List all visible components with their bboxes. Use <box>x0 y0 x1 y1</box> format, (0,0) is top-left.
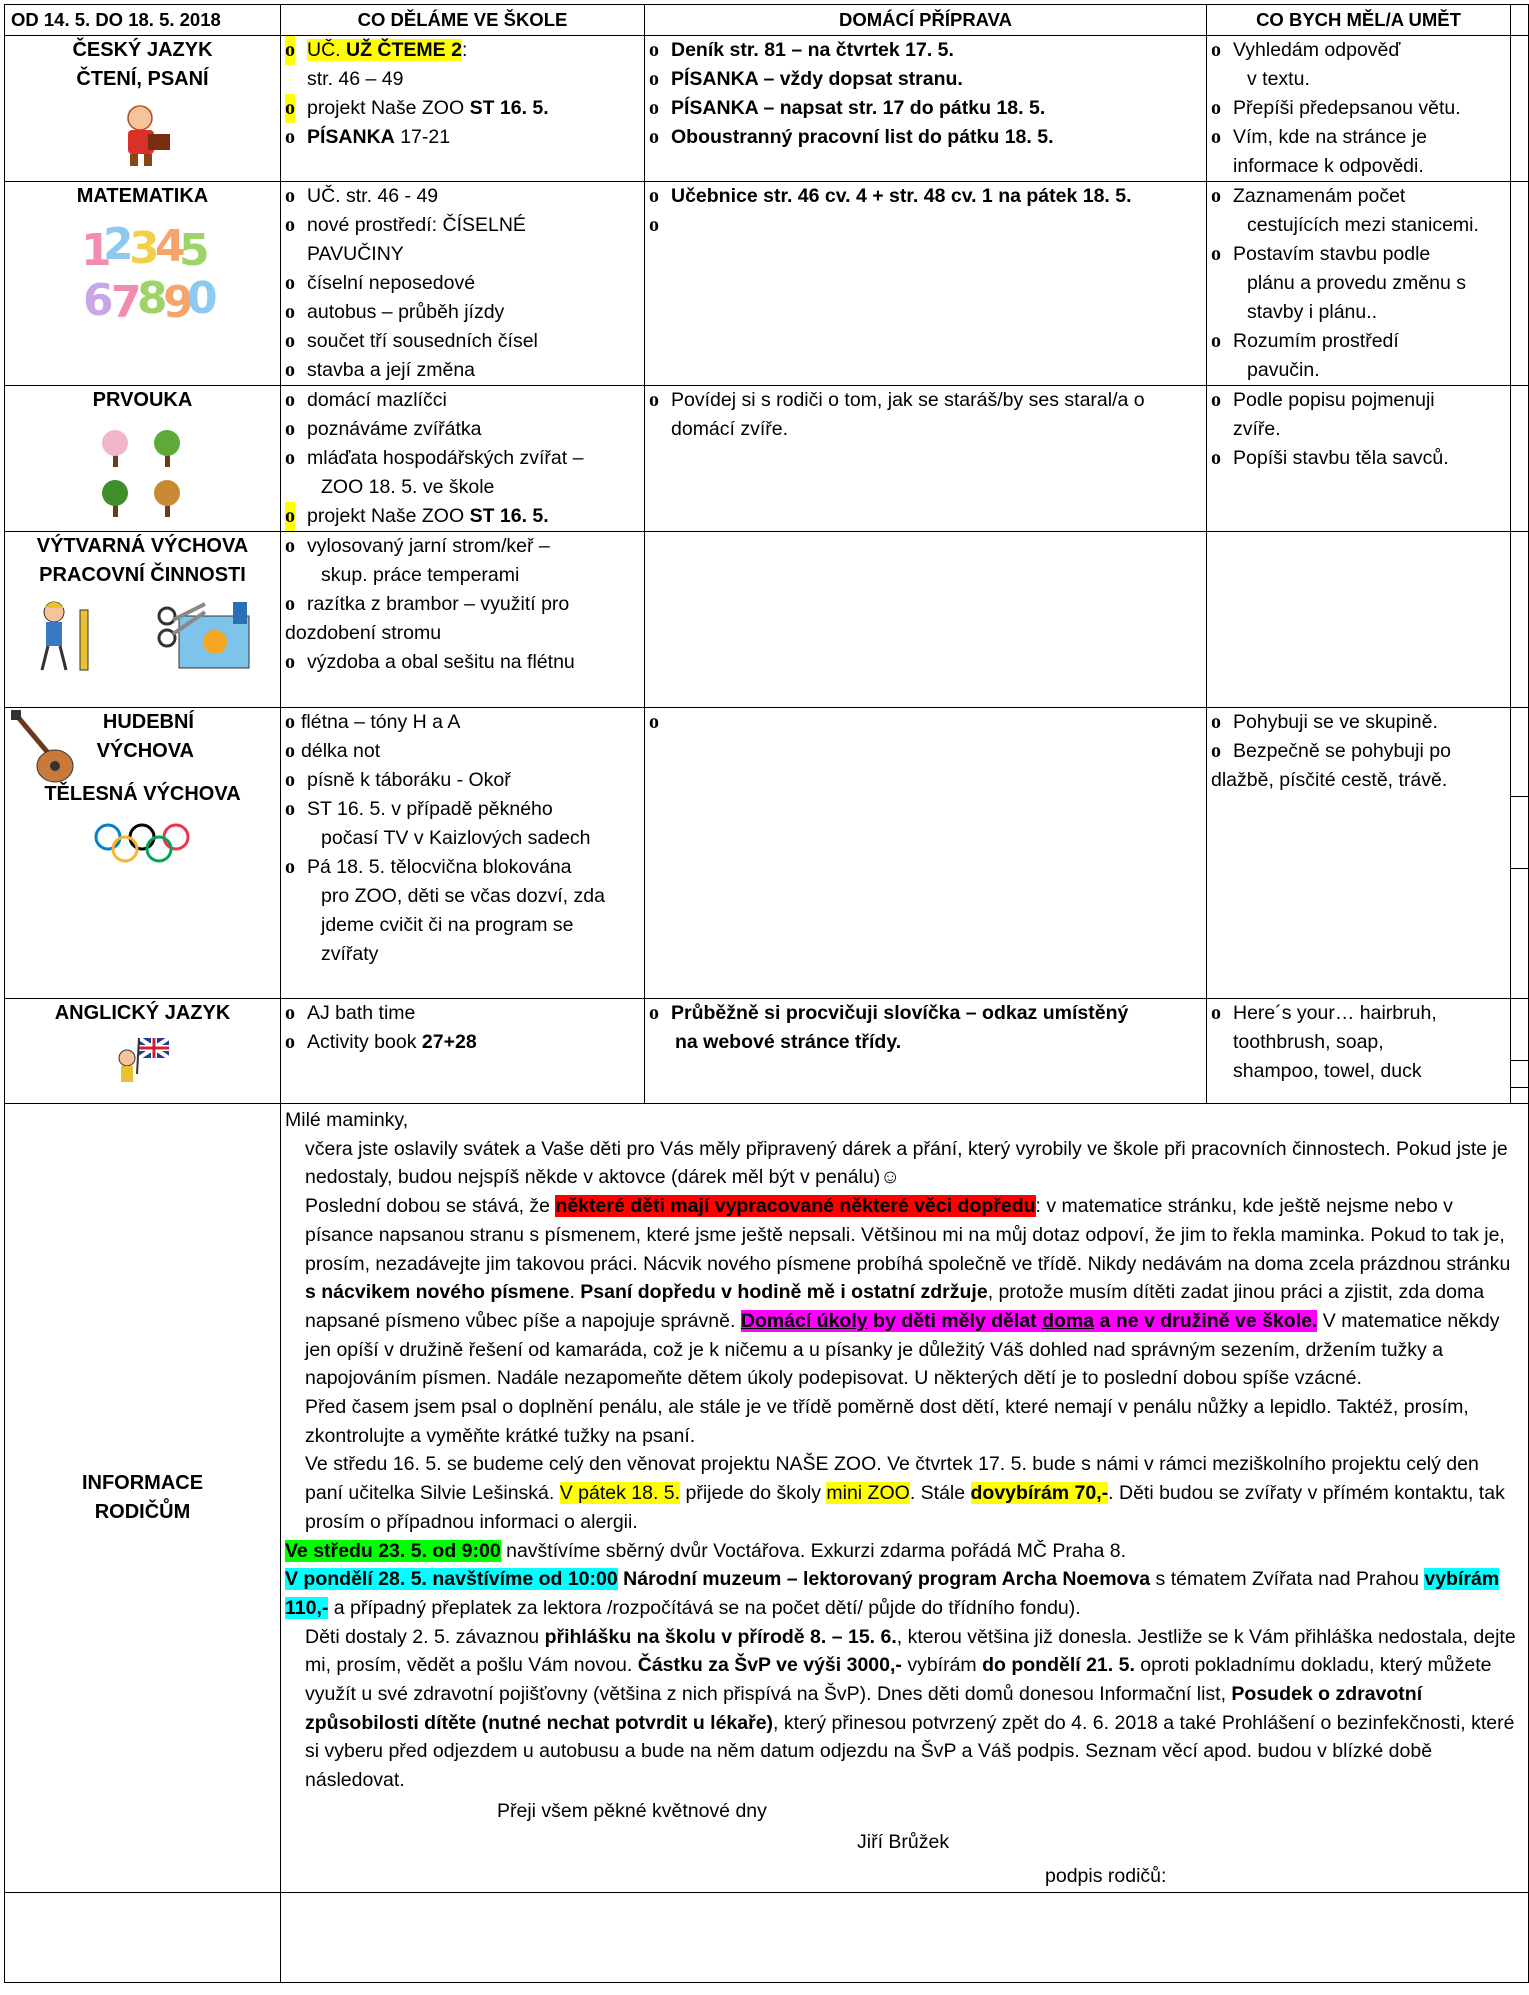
subject-english-label: ANGLICKÝ JAZYK <box>54 1002 231 1024</box>
letter-paragraph: Děti dostaly 2. 5. závaznou přihlášku na školu v přírodě 8. – 15. 6., kterou většina již donesla. Jestliže se k Vám přihláška nedostala, dejte mi, prosím, vědět a pošlu Vám novou. Částku za ŠvP ve výši 3000,- vybírám do pondělí 21. 5. oproti pokladnímu dokladu, který můžete využít u své zdravotní pojišťovny (většina z nich přispívá na ŠvP). Dnes děti domů donesou Informační list, Posudek o zdravotní způsobilosti dítěte (nutné nechat potvrdit u lékaře), který přinesou potvrzený zpět do 4. 6. 2018 a také Prohlášení o bezinfekčnosti, které si vyberu před odjezdem u autobusu a bude na něm datum odjezdu na ŠvP a Váš podpis. Seznam věcí apod. budou v blízké době následovat. <box>305 1625 1516 1792</box>
letter-paragraph: Poslední dobou se stává, že některé děti mají vypracované některé věci dopředu: v matematice stránku, kde ještě nejsme nebo v písance napsanou stranu s písmenem, které jsme ještě nepsali. Většinou mi na můj dotaz odpoví, že jim to řekla maminka. Pokud to tak je, prosím, nezadávejte jim takovou práci. Nácvik nového písmene probíhá společně ve třídě. Nikdy nedávám na doma zcela prázdnou stránku s nácvikem nového písmene. Psaní dopředu v hodině mě i ostatní zdržuje, protože musím dítěti zadat jinou práci a zjistit, zda doma napsané písmeno vůbec píše a napojuje správně. Domácí úkoly by děti měly dělat doma a ne v družině ve škole. V matematice někdy jen opíší v družině řešení od kamaráda, což je k ničemu a u písanky je důležitý Váš dohled nad správným sezením, držením tužky a napojováním písmen. Nadále nezapomeňte dětem úkoly podepisovat. U některých dětí je to poslední dobou spíše vzácné. <box>305 1195 1511 1390</box>
school-english <box>281 999 645 1104</box>
list-item: domácí zvíře. <box>671 418 789 440</box>
header-row <box>5 5 1529 36</box>
list-item: str. 46 – 49 <box>307 68 404 90</box>
list-item: o PÍSANKA – vždy dopsat stranu. <box>649 68 963 90</box>
school-column-header: CO DĚLÁME VE ŠKOLE <box>281 5 645 36</box>
british-flag-boy-icon <box>113 1034 173 1090</box>
list-item: o Deník str. 81 – na čtvrtek 17. 5. <box>649 39 954 61</box>
subject-info-line1: INFORMACE <box>81 1472 204 1494</box>
row-art <box>5 532 1529 708</box>
list-item: toothbrush, soap, <box>1233 1031 1384 1053</box>
school-math <box>281 182 645 386</box>
subject-czech-line1: ČESKÝ JAZYK <box>72 39 213 61</box>
home-prvouka <box>645 386 1207 532</box>
list-item: o PÍSANKA – napsat str. 17 do pátku 18. 5. <box>649 97 1046 119</box>
list-item: o Podle popisu pojmenuji <box>1211 389 1435 411</box>
home-english <box>645 999 1207 1104</box>
svg-text:6: 6 <box>82 275 114 326</box>
list-item: o poznáváme zvířátka <box>285 418 482 440</box>
letter-paragraph: včera jste oslavily svátek a Vaše děti pro Vás měly připravený dárek a přání, který vyrobily ve škole při pracovních činnostech. Pokud jste je nedostaly, budou nejspíš někde v aktovce (dárek měl být v penálu)☺ <box>305 1137 1508 1189</box>
row-bottom <box>5 1893 1529 1983</box>
svg-text:8: 8 <box>136 273 168 324</box>
trees-seasons-icon <box>93 421 193 521</box>
subject-info <box>5 1104 281 1893</box>
olympic-rings-icon <box>92 823 194 863</box>
list-item: cestujících mezi stanicemi. <box>1247 214 1479 236</box>
list-item: na webové stránce třídy. <box>675 1031 902 1053</box>
list-item: o projekt Naše ZOO ST 16. 5. <box>281 94 644 123</box>
goals-czech <box>1207 36 1511 182</box>
list-item: o Učebnice str. 46 cv. 4 + str. 48 cv. 1 na pátek 18. 5. <box>649 185 1132 207</box>
list-item: o stavba a její změna <box>285 359 476 381</box>
list-item: o nové prostředí: ČÍSELNÉ <box>285 214 526 236</box>
svg-text:7: 7 <box>110 277 142 328</box>
list-item: o Vím, kde na stránce je <box>1211 126 1428 148</box>
list-item: v textu. <box>1247 68 1310 90</box>
row-info <box>5 1104 1529 1893</box>
letter-paragraph: V pondělí 28. 5. navštívíme od 10:00 Národní muzeum – lektorovaný program Archa Noemova s tématem Zvířata nad Prahou vybírám 110,- a případný přeplatek za lektora /rozpočítává se na počet dětí/ půjde do třídního fondu). <box>285 1568 1500 1619</box>
subject-music-line2: VÝCHOVA <box>96 740 194 762</box>
letter-closing: Přeji všem pěkné květnové dny <box>497 1799 767 1822</box>
list-item: o součet tří sousedních čísel <box>285 330 538 352</box>
list-item: PAVUČINY <box>307 243 404 265</box>
subject-info-line2: RODIČŮM <box>94 1501 191 1523</box>
subject-art-line1: VÝTVARNÁ VÝCHOVA <box>36 535 249 557</box>
divider-stub <box>1510 796 1528 797</box>
svg-text:1: 1 <box>80 225 112 276</box>
list-item: o UČ. str. 46 - 49 <box>285 185 439 207</box>
list-item: o Postavím stavbu podle <box>1211 243 1431 265</box>
row-czech <box>5 36 1529 182</box>
list-item: zvířaty <box>321 943 379 965</box>
list-item: o ST 16. 5. v případě pěkného <box>285 798 553 820</box>
list-item: dozdobení stromu <box>285 622 442 644</box>
svg-text:9: 9 <box>162 277 194 328</box>
date-range-header: OD 14. 5. DO 18. 5. 2018 <box>5 5 281 36</box>
list-item: o vylosovaný jarní strom/keř – <box>285 535 550 557</box>
list-item: o mláďata hospodářských zvířat – <box>285 447 584 469</box>
boy-reading-icon <box>108 100 178 170</box>
letter-paragraph: Ve středu 16. 5. se budeme celý den věnovat projektu NAŠE ZOO. Ve čtvrtek 17. 5. bude s námi v rámci meziškolního projektu celý den paní učitelka Silvie Lešinská. V pátek 18. 5. přijede do školy mini ZOO. Stále dovybírám 70,-. Děti budou se zvířaty v přímém kontaktu, tak prosím o případnou informaci o alergii. <box>305 1453 1505 1533</box>
subject-prvouka <box>5 386 281 532</box>
list-item: jdeme cvičit či na program se <box>321 914 574 936</box>
parent-letter <box>281 1104 1528 1891</box>
divider-stub <box>1510 868 1528 869</box>
list-item: o Activity book 27+28 <box>285 1031 477 1053</box>
svg-text:5: 5 <box>178 225 210 276</box>
numbers-icon <box>73 217 218 328</box>
letter-greeting: Milé maminky, <box>285 1109 409 1131</box>
list-item: o Here´s your… hairbruh, <box>1211 1002 1437 1024</box>
row-music-pe <box>5 708 1529 999</box>
scissors-paint-icon <box>149 596 259 676</box>
home-column-header: DOMÁCÍ PŘÍPRAVA <box>645 5 1207 36</box>
row-english <box>5 999 1529 1104</box>
list-item: o Povídej si s rodiči o tom, jak se staráš/by ses staral/a o <box>649 389 1145 411</box>
row-prvouka <box>5 386 1529 532</box>
subject-czech-line2: ČTENÍ, PSANÍ <box>76 68 209 90</box>
svg-text:2: 2 <box>102 219 134 270</box>
list-item: o výzdoba a obal sešitu na flétnu <box>285 651 575 673</box>
svg-text:3: 3 <box>128 223 160 274</box>
divider-stub <box>1510 1087 1528 1088</box>
list-item: o autobus – průběh jízdy <box>285 301 505 323</box>
letter-paragraph: Před časem jsem psal o doplnění penálu, ale stále je ve třídě poměrně dost dětí, které nemají v penálu nůžky a lepidlo. Taktéž, prosím, zkontrolujte a vyměňte krátké tužky na psaní. <box>305 1396 1469 1447</box>
list-item: o flétna – tóny H a A <box>285 711 461 733</box>
list-item: o Průběžně si procvičuji slovíčka – odkaz umístěný <box>649 1002 1129 1024</box>
school-prvouka <box>281 386 645 532</box>
info-text-cell <box>281 1104 1529 1893</box>
svg-text:4: 4 <box>154 221 186 272</box>
list-item: o číselní neposedové <box>285 272 476 294</box>
school-music-pe <box>281 708 645 999</box>
list-item: o písně k táboráku - Okoř <box>285 769 511 791</box>
painter-icon <box>26 596 106 676</box>
list-item: o Pá 18. 5. tělocvična blokována <box>285 856 572 878</box>
list-item: zvíře. <box>1233 418 1281 440</box>
guitar-icon <box>9 710 79 790</box>
list-item: o Bezpečně se pohybuji po <box>1211 740 1451 762</box>
list-item: informace k odpovědi. <box>1233 155 1424 177</box>
home-czech <box>645 36 1207 182</box>
list-item: o Přepíši předepsanou větu. <box>1211 97 1461 119</box>
subject-music-pe <box>5 708 281 999</box>
goals-english <box>1207 999 1511 1104</box>
list-item: o Zaznamenám počet <box>1211 185 1406 207</box>
goals-math <box>1207 182 1511 386</box>
home-music-pe: o <box>645 708 1207 999</box>
list-item: stavby i plánu.. <box>1247 301 1378 323</box>
list-item: o domácí mazlíčci <box>285 389 447 411</box>
weekly-plan-table <box>4 4 1529 1983</box>
subject-prvouka-label: PRVOUKA <box>92 389 193 411</box>
school-art <box>281 532 645 708</box>
goals-art <box>1207 532 1511 708</box>
subject-math-label: MATEMATIKA <box>76 185 209 207</box>
list-item: pro ZOO, děti se včas dozví, zda <box>321 885 605 907</box>
list-item: o Pohybuji se ve skupině. <box>1211 711 1438 733</box>
list-item: o projekt Naše ZOO ST 16. 5. <box>281 502 644 531</box>
list-item: o UČ. UŽ ČTEME 2: <box>281 36 644 65</box>
list-item: skup. práce temperami <box>321 564 520 586</box>
list-item: o Popíši stavbu těla savců. <box>1211 447 1449 469</box>
parents-signature-label: podpis rodičů: <box>1045 1865 1167 1888</box>
school-czech <box>281 36 645 182</box>
home-art <box>645 532 1207 708</box>
list-item: pavučin. <box>1247 359 1320 381</box>
list-item: počasí TV v Kaizlových sadech <box>321 827 591 849</box>
subject-pe: TĚLESNÁ VÝCHOVA <box>44 783 241 805</box>
home-math: o Učebnice str. 46 cv. 4 + str. 48 cv. 1 na pátek 18. 5. o <box>645 182 1207 386</box>
letter-signature: Jiří Brůžek <box>857 1830 950 1853</box>
list-item: ZOO 18. 5. ve škole <box>321 476 495 498</box>
list-item: o PÍSANKA 17-21 <box>285 126 451 148</box>
list-item: o Vyhledám odpověď <box>1211 39 1401 61</box>
letter-paragraph: Ve středu 23. 5. od 9:00 navštívíme sběrný dvůr Voctářova. Exkurzi zdarma pořádá MČ Praha 8. <box>285 1539 1127 1562</box>
list-item: shampoo, towel, duck <box>1233 1060 1422 1082</box>
list-item: o razítka z brambor – využití pro <box>285 593 570 615</box>
list-item: o Oboustranný pracovní list do pátku 18. 5. <box>649 126 1054 148</box>
subject-english <box>5 999 281 1104</box>
list-item: o délka not <box>285 740 381 762</box>
subject-math <box>5 182 281 386</box>
list-item: dlažbě, písčité cestě, trávě. <box>1211 769 1448 791</box>
divider-stub <box>1510 1060 1528 1061</box>
list-item: o Rozumím prostředí <box>1211 330 1399 352</box>
subject-music-line1: HUDEBNÍ <box>102 711 194 733</box>
goals-music-pe <box>1207 708 1511 999</box>
list-item: o AJ bath time <box>285 1002 416 1024</box>
subject-art <box>5 532 281 708</box>
extra-column-header <box>1511 5 1529 36</box>
subject-art-line2: PRACOVNÍ ČINNOSTI <box>39 564 246 586</box>
goals-prvouka <box>1207 386 1511 532</box>
subject-czech <box>5 36 281 182</box>
list-item: plánu a provedu změnu s <box>1247 272 1466 294</box>
row-math <box>5 182 1529 386</box>
goals-column-header: CO BYCH MĚL/A UMĚT <box>1207 5 1511 36</box>
svg-text:0: 0 <box>186 273 218 324</box>
